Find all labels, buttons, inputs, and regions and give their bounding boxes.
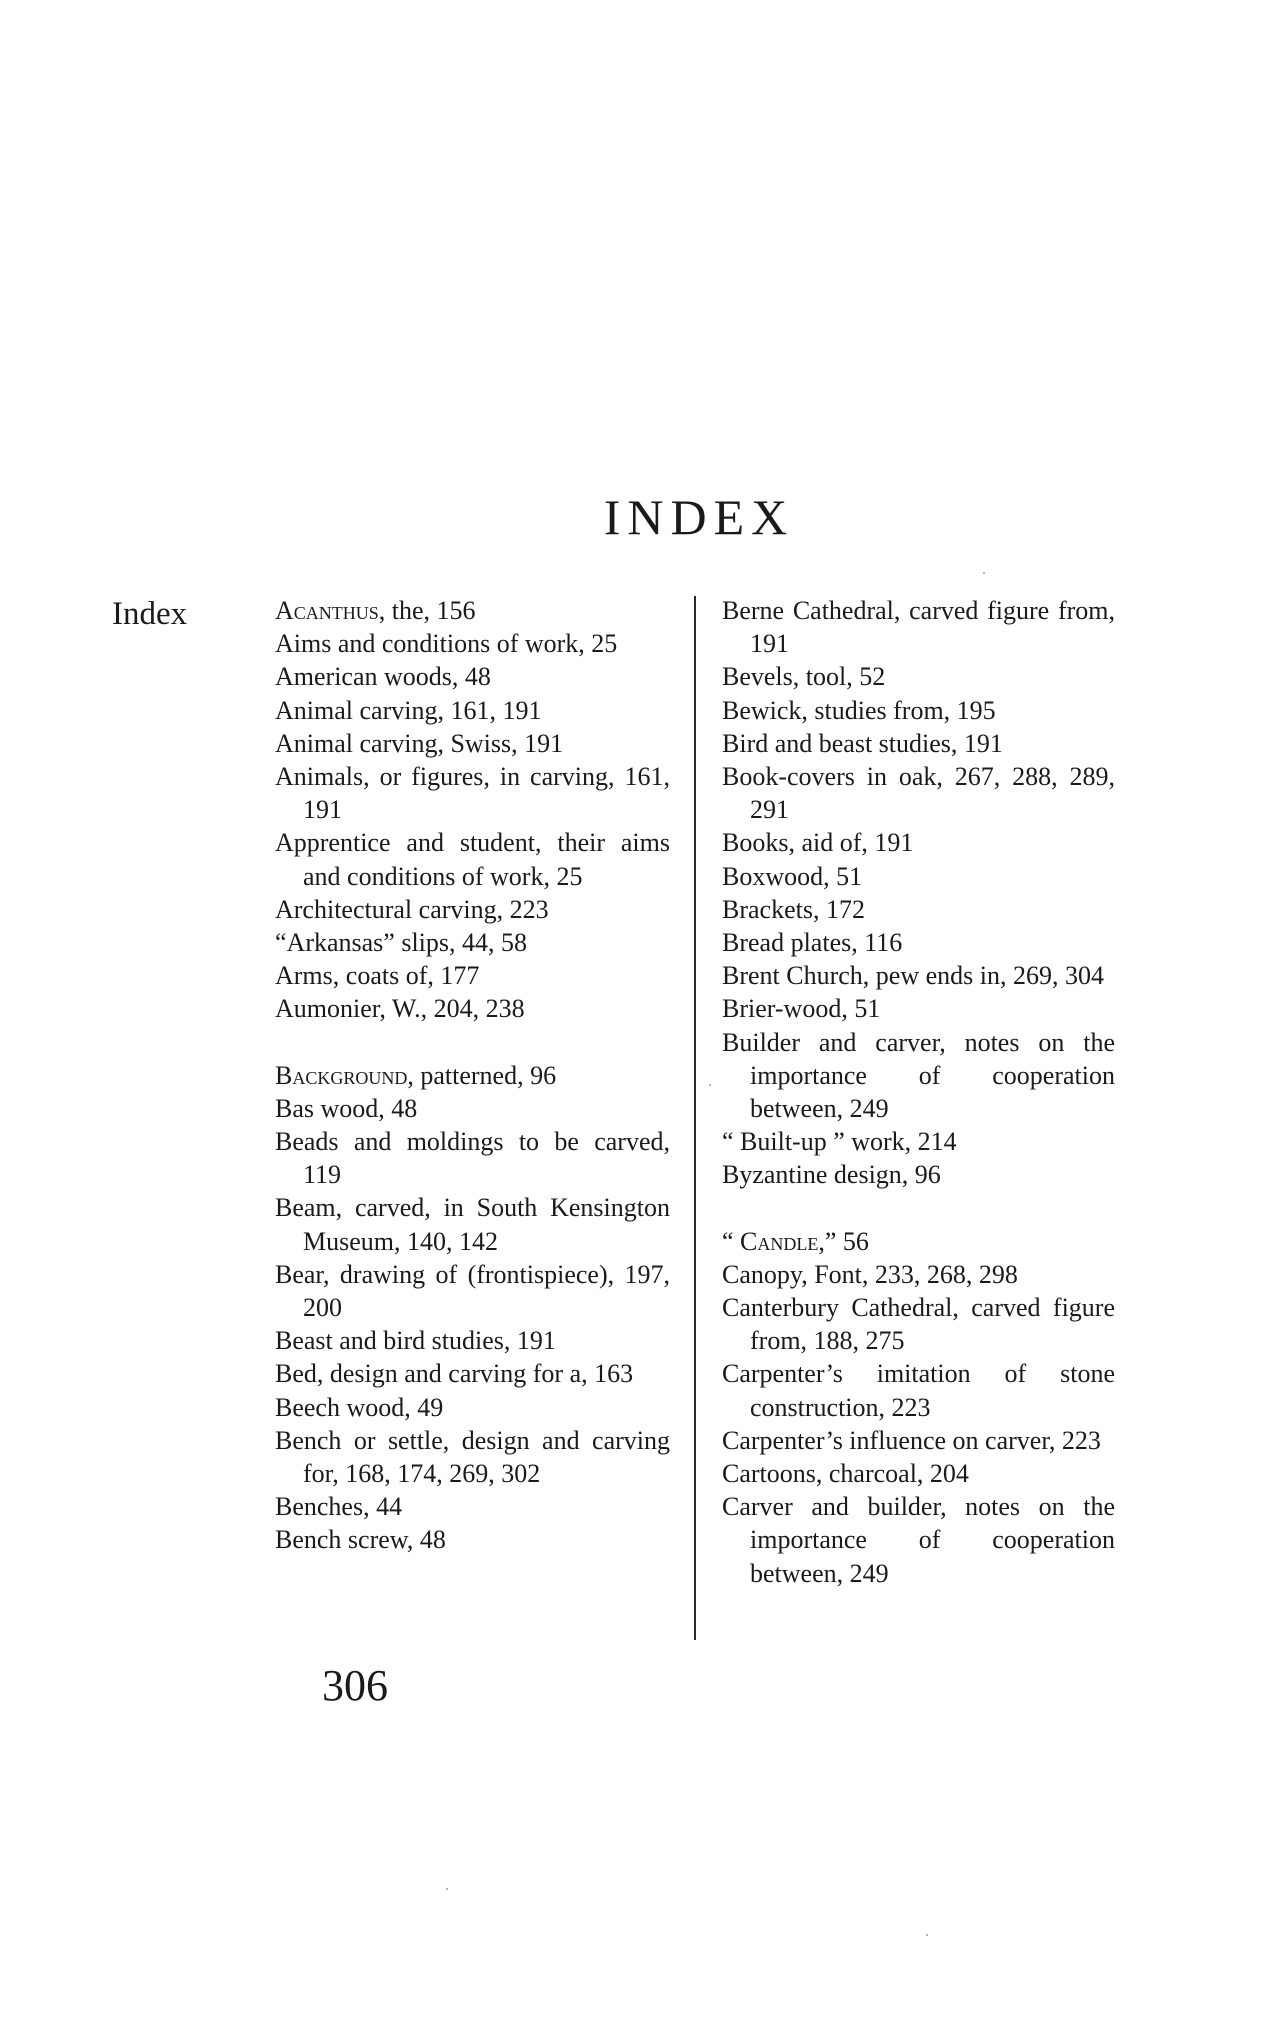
- index-entry-text: Architectural carving, 223: [275, 894, 549, 924]
- paper-speck: [709, 1084, 711, 1086]
- index-entry: [722, 1457, 1115, 1490]
- margin-label: Index: [112, 596, 188, 632]
- index-entry: [722, 760, 1115, 826]
- index-entry: [275, 1191, 670, 1257]
- index-entry: [275, 594, 670, 627]
- index-entry: [722, 1490, 1115, 1590]
- index-entry-text: “Arkansas” slips, 44, 58: [275, 928, 528, 958]
- index-entry: [722, 1291, 1115, 1357]
- index-entry: [722, 694, 1115, 727]
- index-entry: [722, 893, 1115, 926]
- index-entry-text: Carpenter’s imitation of stone construction, 223: [722, 1359, 1115, 1422]
- index-entry: [722, 926, 1115, 959]
- index-entry: [275, 826, 670, 892]
- index-entry: [275, 1258, 670, 1324]
- index-entry: [275, 694, 670, 727]
- paper-speck: [446, 1888, 448, 1890]
- index-entry-text: Brackets, 172: [722, 894, 865, 924]
- index-entry: [275, 959, 670, 992]
- index-entry-text: Byzantine design, 96: [722, 1160, 941, 1190]
- index-entry-text: Brent Church, pew ends in, 269, 304: [722, 961, 1105, 991]
- index-entry-text: Carver and builder, notes on the importance of cooperation between, 249: [722, 1492, 1115, 1588]
- index-entry-text: Benches, 44: [275, 1492, 403, 1522]
- index-entry-text: Bas wood, 48: [275, 1093, 418, 1123]
- index-entry: [722, 860, 1115, 893]
- index-entry-text: Animal carving, 161, 191: [275, 695, 542, 725]
- index-entry: [275, 1490, 670, 1523]
- letter-group-gap: [275, 1026, 670, 1059]
- index-entry-text: Beast and bird studies, 191: [275, 1326, 556, 1356]
- index-entry-text: Canopy, Font, 233, 268, 298: [722, 1259, 1018, 1289]
- index-entry-text: Apprentice and student, their aims and conditions of work, 25: [275, 828, 670, 891]
- index-entry: [275, 1059, 670, 1092]
- index-entry-head: “ Candle,”: [722, 1226, 837, 1256]
- index-entry: [275, 1523, 670, 1556]
- index-entry-text: “ Built-up ” work, 214: [722, 1127, 957, 1157]
- index-entry: [275, 1324, 670, 1357]
- index-entry: [275, 992, 670, 1025]
- index-entry: [275, 760, 670, 826]
- index-entry-text: Animal carving, Swiss, 191: [275, 728, 564, 758]
- index-entry: [722, 1258, 1115, 1291]
- index-entry-text: Bird and beast studies, 191: [722, 728, 1003, 758]
- index-entry-text: Boxwood, 51: [722, 861, 863, 891]
- index-entry-text: Bench or settle, design and carving for, 168, 174, 269, 302: [275, 1425, 670, 1489]
- paper-speck: [983, 572, 985, 574]
- index-entry-text: Bear, drawing of (frontispiece), 197, 200: [275, 1259, 670, 1323]
- index-entry: [275, 1125, 670, 1191]
- index-entry-text: , the, 156: [378, 596, 476, 625]
- index-entry-text: Beam, carved, in South Kensington Museum, 140, 142: [275, 1193, 670, 1256]
- index-entry: [275, 627, 670, 660]
- letter-group-gap: [722, 1192, 1115, 1225]
- index-entry: [275, 727, 670, 760]
- index-entry: [275, 893, 670, 926]
- index-entry-text: Bevels, tool, 52: [722, 662, 886, 692]
- column-divider: [694, 596, 696, 1640]
- index-entry-text: Aumonier, W., 204, 238: [275, 994, 525, 1024]
- index-entry-text: American woods, 48: [275, 662, 491, 692]
- index-entry-text: , patterned, 96: [407, 1060, 557, 1090]
- index-entry: [722, 1125, 1115, 1158]
- index-entry: [275, 926, 670, 959]
- index-entry: [275, 1424, 670, 1490]
- index-column-right: [722, 594, 1115, 1590]
- page-number: 306: [322, 1661, 388, 1710]
- index-entry: [722, 1158, 1115, 1191]
- index-entry-text: Bewick, studies from, 195: [722, 695, 996, 725]
- index-entry: [275, 1357, 670, 1390]
- index-entry: [722, 1225, 1115, 1258]
- index-entry-head: Acanthus: [275, 596, 379, 625]
- index-entry-text: 56: [836, 1226, 869, 1256]
- index-entry: [275, 1391, 670, 1424]
- index-entry-text: Cartoons, charcoal, 204: [722, 1459, 969, 1489]
- index-entry: [722, 1424, 1115, 1457]
- index-column-left: [275, 594, 670, 1557]
- index-entry-text: Carpenter’s influence on carver, 223: [722, 1425, 1101, 1455]
- index-entry: [722, 727, 1115, 760]
- index-entry-text: Aims and conditions of work, 25: [275, 629, 618, 659]
- index-entry-text: Canterbury Cathedral, carved figure from, 188, 275: [722, 1293, 1115, 1356]
- page-title: INDEX: [603, 489, 795, 545]
- index-entry-text: Animals, or figures, in carving, 161, 191: [275, 762, 670, 825]
- index-entry: [722, 594, 1115, 660]
- index-entry: [722, 1026, 1115, 1126]
- index-entry-text: Bench screw, 48: [275, 1525, 446, 1555]
- index-entry-text: Arms, coats of, 177: [275, 961, 480, 991]
- index-entry: [722, 660, 1115, 693]
- index-entry-text: Books, aid of, 191: [722, 828, 914, 858]
- index-entry-text: Book-covers in oak, 267, 288, 289, 291: [722, 762, 1115, 825]
- index-entry: [722, 959, 1115, 992]
- index-entry-head: Background: [275, 1060, 408, 1090]
- index-entry-text: Brier-wood, 51: [722, 994, 881, 1024]
- index-entry-text: Beech wood, 49: [275, 1392, 444, 1422]
- index-entry-text: Bed, design and carving for a, 163: [275, 1359, 634, 1389]
- index-entry-text: Berne Cathedral, carved figure from, 191: [722, 596, 1115, 659]
- index-entry: [722, 1357, 1115, 1423]
- paper-speck: [926, 1934, 928, 1936]
- index-entry: [722, 826, 1115, 859]
- index-entry-text: Beads and moldings to be carved, 119: [275, 1127, 670, 1190]
- index-entry-text: Builder and carver, notes on the importance of cooperation between, 249: [722, 1027, 1115, 1124]
- index-entry: [275, 660, 670, 693]
- index-entry: [275, 1092, 670, 1125]
- index-entry: [722, 992, 1115, 1025]
- index-entry-text: Bread plates, 116: [722, 928, 903, 958]
